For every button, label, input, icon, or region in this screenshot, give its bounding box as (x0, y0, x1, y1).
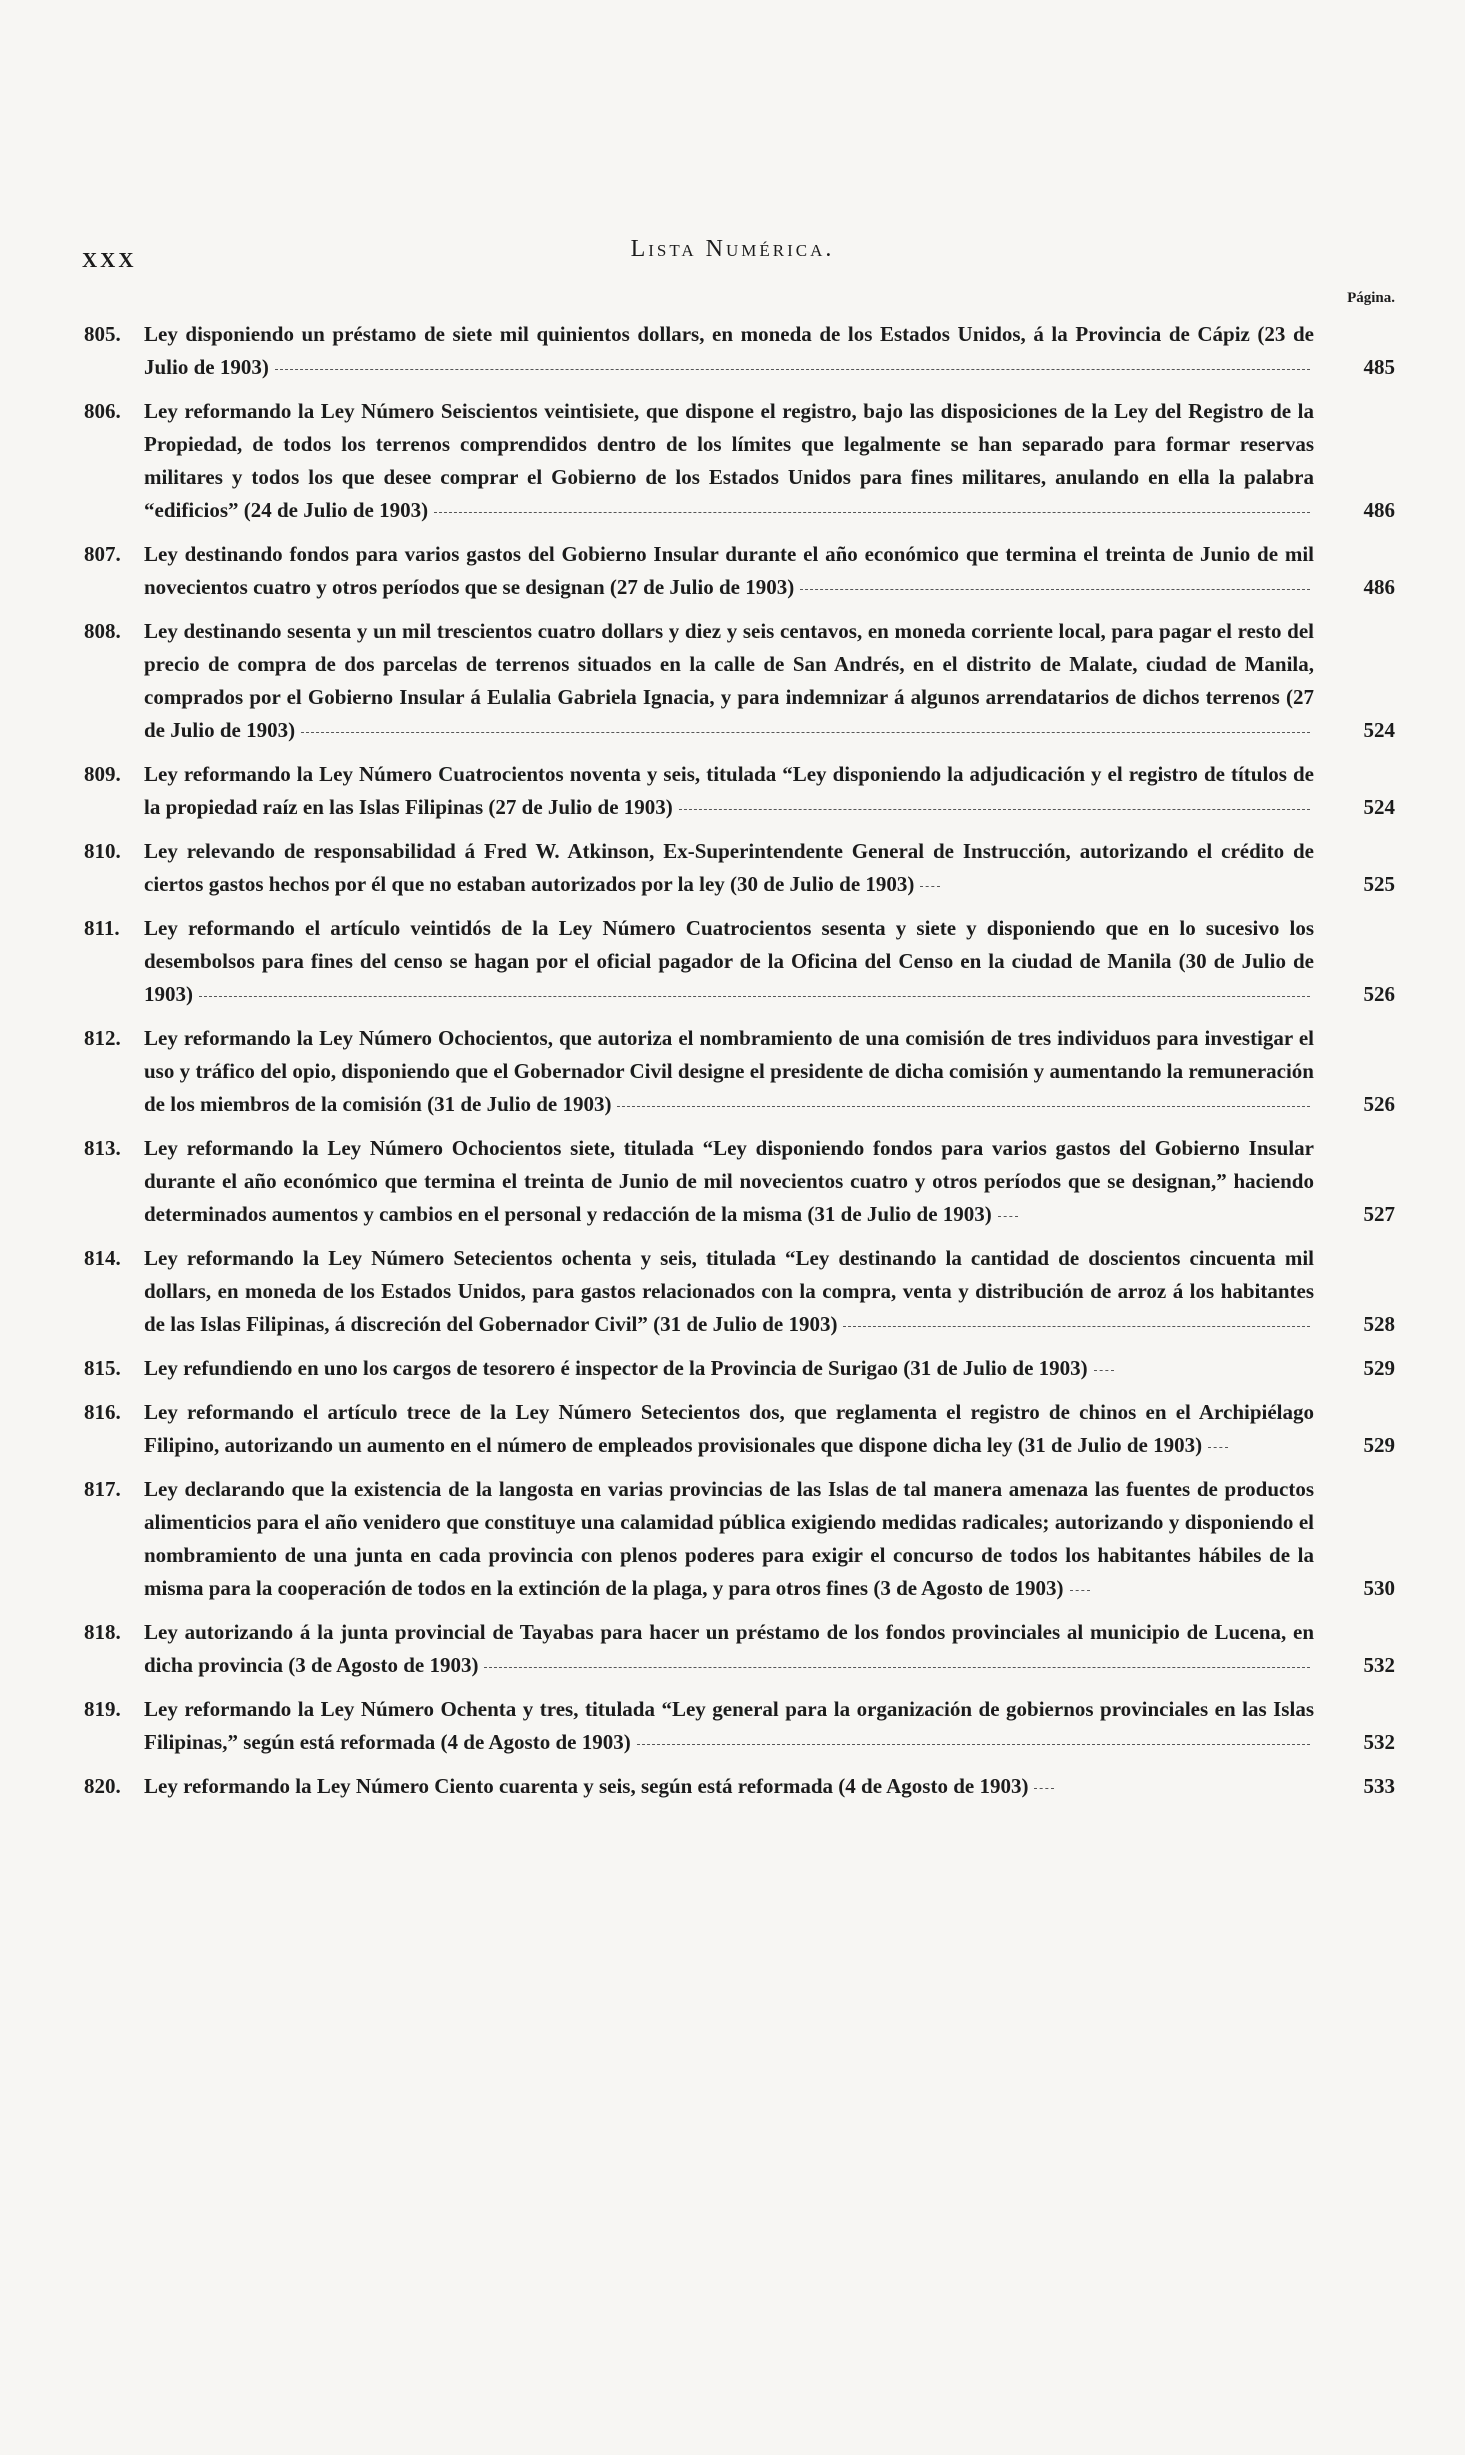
law-number: 815. (84, 1356, 121, 1380)
entry-body (84, 1693, 1316, 1759)
law-title: Ley refundiendo en uno los cargos de tesorero é inspector de la Provincia de Surigao (31 de Julio de 1903) (144, 1356, 1088, 1380)
law-title: Ley reformando el artículo trece de la Ley Número Setecientos dos, que reglamenta el registro de chinos en el Archipiélago Filipino, autorizando un aumento en el número de empleados provisionales que dispone dicha ley (31 de Julio de 1903) (144, 1400, 1314, 1457)
law-number: 820. (84, 1774, 121, 1798)
law-number: 813. (84, 1136, 121, 1160)
list-item (84, 318, 1395, 384)
dot-leader (484, 1667, 1310, 1668)
dot-leader (617, 1106, 1310, 1107)
law-title: Ley relevando de responsabilidad á Fred W. Atkinson, Ex-Superintendente General de Instrucción, autorizando el crédito de ciertos gastos hechos por él que no estaban autorizados por la ley (30 de Julio de 1903) (144, 839, 1314, 896)
page-reference: 529 (1363, 1433, 1395, 1457)
law-title-wrap (144, 1770, 1314, 1803)
list-item (84, 1473, 1395, 1605)
page-reference: 526 (1363, 1092, 1395, 1116)
list-item (84, 1022, 1395, 1121)
law-number: 818. (84, 1620, 121, 1644)
law-title-wrap (144, 912, 1314, 1011)
entry-body (84, 912, 1316, 1011)
dot-leader (1034, 1788, 1054, 1789)
law-title-wrap (144, 1242, 1314, 1341)
dot-leader (1208, 1447, 1228, 1448)
entry-body (84, 1352, 1316, 1385)
law-number: 819. (84, 1697, 121, 1721)
law-title-wrap (144, 318, 1314, 384)
law-title: Ley destinando sesenta y un mil trescientos cuatro dollars y diez y seis centavos, en moneda corriente local, para pagar el resto del precio de compra de dos parcelas de terrenos situados en la calle de San Andrés, en el distrito de Malate, ciudad de Manila, comprados por el Gobierno Insular á Eulalia Gabriela Ignacia, y para indemnizar á algunos arrendatarios de dichos terrenos (27 de Julio de 1903) (144, 619, 1314, 742)
entry-body (84, 1022, 1316, 1121)
law-number: 806. (84, 399, 121, 423)
law-number: 807. (84, 542, 121, 566)
page-reference: 524 (1363, 718, 1395, 742)
page-reference: 528 (1363, 1312, 1395, 1336)
dot-leader (301, 732, 1310, 733)
list-item (84, 1770, 1395, 1803)
law-title: Ley reformando el artículo veintidós de la Ley Número Cuatrocientos sesenta y siete y disponiendo que en lo sucesivo los desembolsos para fines del censo se hagan por el oficial pagador de la Oficina del Censo en la ciudad de Manila (30 de Julio de 1903) (144, 916, 1314, 1006)
dot-leader (275, 369, 1310, 370)
law-title-wrap (144, 758, 1314, 824)
law-title-wrap (144, 538, 1314, 604)
law-number: 814. (84, 1246, 121, 1270)
page-reference: 486 (1363, 498, 1395, 522)
entry-body (84, 538, 1316, 604)
law-title: Ley reformando la Ley Número Ochenta y tres, titulada “Ley general para la organización de gobiernos provinciales en las Islas Filipinas,” según está reformada (4 de Agosto de 1903) (144, 1697, 1314, 1754)
law-title: Ley reformando la Ley Número Ciento cuarenta y seis, según está reformada (4 de Agosto de 1903) (144, 1774, 1029, 1798)
page-column-heading: Página. (1347, 290, 1395, 306)
entry-body (84, 1616, 1316, 1682)
dot-leader (1094, 1370, 1114, 1371)
law-title-wrap (144, 395, 1314, 527)
list-item (84, 538, 1395, 604)
law-title-wrap (144, 615, 1314, 747)
law-number: 817. (84, 1477, 121, 1501)
dot-leader (1070, 1590, 1090, 1591)
law-number: 809. (84, 762, 121, 786)
law-number: 808. (84, 619, 121, 643)
list-item (84, 1396, 1395, 1462)
dot-leader (920, 886, 940, 887)
entry-body (84, 835, 1316, 901)
list-item (84, 912, 1395, 1011)
list-item (84, 758, 1395, 824)
law-title-wrap (144, 1693, 1314, 1759)
page-reference: 529 (1363, 1356, 1395, 1380)
law-title: Ley reformando la Ley Número Ochocientos, que autoriza el nombramiento de una comisión de tres individuos para investigar el uso y tráfico del opio, disponiendo que el Gobernador Civil designe el presidente de dicha comisión y aumentando la remuneración de los miembros de la comisión (31 de Julio de 1903) (144, 1026, 1314, 1116)
law-title-wrap (144, 1022, 1314, 1121)
running-title: Lista Numérica. (630, 236, 835, 262)
entry-body (84, 1770, 1316, 1803)
page-reference: 485 (1363, 355, 1395, 379)
dot-leader (637, 1744, 1310, 1745)
dot-leader (998, 1216, 1018, 1217)
entry-body (84, 615, 1316, 747)
law-number: 816. (84, 1400, 121, 1424)
page-reference: 524 (1363, 795, 1395, 819)
list-item (84, 1242, 1395, 1341)
entry-body (84, 1473, 1316, 1605)
law-title-wrap (144, 1473, 1314, 1605)
law-number: 805. (84, 322, 121, 346)
page-reference: 533 (1363, 1774, 1395, 1798)
law-number: 811. (84, 916, 120, 940)
law-number: 812. (84, 1026, 121, 1050)
law-list (84, 318, 1395, 1814)
law-title-wrap (144, 1132, 1314, 1231)
page-reference: 532 (1363, 1730, 1395, 1754)
entry-body (84, 758, 1316, 824)
list-item (84, 835, 1395, 901)
page-reference: 530 (1363, 1576, 1395, 1600)
entry-body (84, 318, 1316, 384)
law-number: 810. (84, 839, 121, 863)
dot-leader (800, 589, 1310, 590)
law-title: Ley reformando la Ley Número Cuatrocientos noventa y seis, titulada “Ley disponiendo la adjudicación y el registro de títulos de la propiedad raíz en las Islas Filipinas (27 de Julio de 1903) (144, 762, 1314, 819)
entry-body (84, 1242, 1316, 1341)
list-item (84, 1693, 1395, 1759)
list-item (84, 1132, 1395, 1231)
list-item (84, 615, 1395, 747)
law-title-wrap (144, 1616, 1314, 1682)
page-reference: 526 (1363, 982, 1395, 1006)
dot-leader (843, 1326, 1310, 1327)
dot-leader (679, 809, 1310, 810)
page-reference: 525 (1363, 872, 1395, 896)
list-item (84, 1616, 1395, 1682)
page-reference: 532 (1363, 1653, 1395, 1677)
list-item (84, 1352, 1395, 1385)
law-title: Ley reformando la Ley Número Setecientos ochenta y seis, titulada “Ley destinando la cantidad de doscientos cincuenta mil dollars, en moneda de los Estados Unidos, para gastos relacionados con la compra, venta y distribución de arroz á los habitantes de las Islas Filipinas, á discreción del Gobernador Civil” (31 de Julio de 1903) (144, 1246, 1314, 1336)
law-title-wrap (144, 1352, 1314, 1385)
page-reference: 486 (1363, 575, 1395, 599)
entry-body (84, 1132, 1316, 1231)
law-title-wrap (144, 835, 1314, 901)
list-item (84, 395, 1395, 527)
law-title: Ley autorizando á la junta provincial de Tayabas para hacer un préstamo de los fondos provinciales al municipio de Lucena, en dicha provincia (3 de Agosto de 1903) (144, 1620, 1314, 1677)
law-title: Ley destinando fondos para varios gastos del Gobierno Insular durante el año económico que termina el treinta de Junio de mil novecientos cuatro y otros períodos que se designan (27 de Julio de 1903) (144, 542, 1314, 599)
law-title: Ley reformando la Ley Número Seiscientos veintisiete, que dispone el registro, bajo las disposiciones de la Ley del Registro de la Propiedad, de todos los terrenos comprendidos dentro de los límites que legalmente se han separado para formar reservas militares y todos los que desee comprar el Gobierno de los Estados Unidos para fines militares, anulando en ella la palabra “edificios” (24 de Julio de 1903) (144, 399, 1314, 522)
page-reference: 527 (1363, 1202, 1395, 1226)
law-title: Ley disponiendo un préstamo de siete mil quinientos dollars, en moneda de los Estados Unidos, á la Provincia de Cápiz (23 de Julio de 1903) (144, 322, 1314, 379)
dot-leader (199, 996, 1310, 997)
entry-body (84, 1396, 1316, 1462)
dot-leader (434, 512, 1310, 513)
law-title: Ley declarando que la existencia de la langosta en varias provincias de las Islas de tal manera amenaza las fuentes de productos alimenticios para el año venidero que constituye una calamidad pública exigiendo medidas radicales; autorizando y disponiendo el nombramiento de una junta en cada provincia con plenos poderes para exigir el concurso de todos los habitantes hábiles de la misma para la cooperación de todos en la extinción de la plaga, y para otros fines (3 de Agosto de 1903) (144, 1477, 1314, 1600)
law-title-wrap (144, 1396, 1314, 1462)
entry-body (84, 395, 1316, 527)
page-number: XXX (82, 248, 137, 272)
law-title: Ley reformando la Ley Número Ochocientos siete, titulada “Ley disponiendo fondos para varios gastos del Gobierno Insular durante el año económico que termina el treinta de Junio de mil novecientos cuatro y otros períodos que se designan,” haciendo determinados aumentos y cambios en el personal y redacción de la misma (31 de Julio de 1903) (144, 1136, 1314, 1226)
